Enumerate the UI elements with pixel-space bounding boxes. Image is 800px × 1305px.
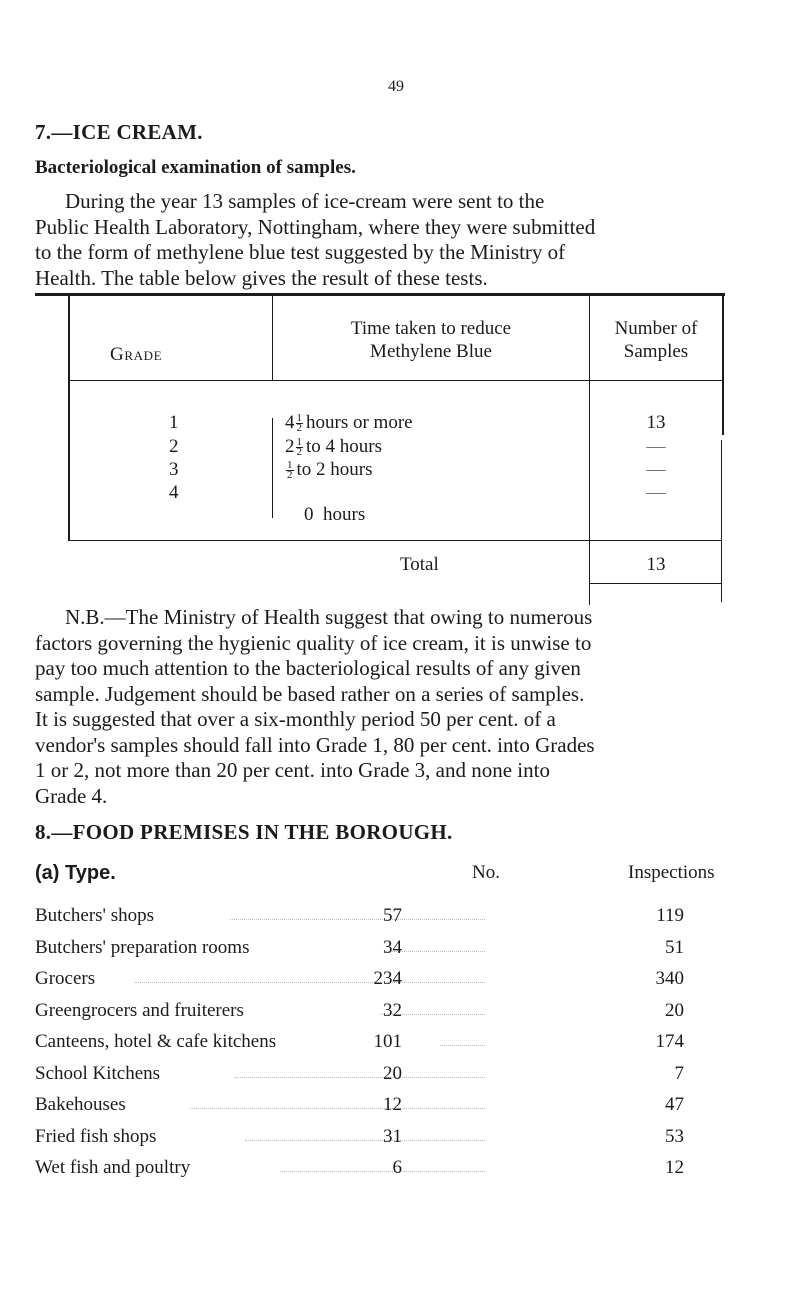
- leader-dots: [280, 1171, 485, 1172]
- fraction-denominator: 2: [287, 469, 293, 482]
- time-whole: 4: [285, 412, 295, 433]
- samples-cell: —: [646, 482, 666, 503]
- note-line: 1 or 2, not more than 20 per cent. into Grade 3, and none into: [35, 758, 550, 782]
- premises-count: 32: [383, 1000, 402, 1021]
- time-header: [273, 317, 589, 363]
- time-cell: [285, 459, 373, 481]
- premises-count: 234: [373, 968, 402, 989]
- leader-dots: [235, 1077, 485, 1078]
- table-row: [35, 1157, 765, 1187]
- table-row: [35, 1063, 765, 1093]
- fraction: [296, 414, 304, 433]
- no-column-header: No.: [472, 862, 500, 883]
- time-rest: to 4 hours: [306, 436, 382, 457]
- note-line: pay too much attention to the bacteriological results of any given: [35, 656, 581, 680]
- fraction-denominator: 2: [296, 446, 302, 459]
- table-row: [35, 937, 765, 967]
- inspections-count: 12: [665, 1157, 684, 1178]
- fraction-numerator: 1: [296, 412, 302, 425]
- fraction-denominator: 2: [296, 422, 302, 435]
- leader-dots: [190, 1108, 485, 1109]
- fraction: [286, 461, 294, 480]
- premises-type: Fried fish shops: [35, 1126, 157, 1147]
- note-line: vendor's samples should fall into Grade 1, 80 per cent. into Grades: [35, 732, 595, 757]
- table-row: [35, 905, 765, 935]
- leader-dots: [135, 982, 485, 983]
- premises-count: 20: [383, 1063, 402, 1084]
- note-line: It is suggested that over a six-monthly period 50 per cent. of a: [35, 707, 556, 731]
- samples-cell: 13: [646, 412, 666, 433]
- inspections-count: 174: [655, 1031, 684, 1052]
- table-left-rule: [68, 295, 70, 540]
- intro-line: Public Health Laboratory, Nottingham, where they were submitted: [35, 214, 596, 239]
- premises-type: School Kitchens: [35, 1063, 161, 1084]
- section-8-heading: 8.—FOOD PREMISES IN THE BOROUGH.: [35, 820, 453, 844]
- samples-header-line: Number of: [614, 318, 698, 339]
- premises-count: 57: [383, 905, 402, 926]
- time-cell: [285, 482, 365, 548]
- fraction-numerator: 1: [287, 459, 293, 472]
- intro-paragraph: [35, 189, 765, 291]
- leader-dots: [440, 1045, 485, 1046]
- premises-count: 12: [383, 1094, 402, 1115]
- samples-cell: —: [646, 459, 666, 480]
- grade-cell: 1: [169, 412, 179, 433]
- note-line: N.B.—The Ministry of Health suggest that owing to numerous: [65, 605, 593, 629]
- table-col-rule: [272, 418, 273, 518]
- intro-line: During the year 13 samples of ice-cream were sent to the: [65, 189, 545, 213]
- note-paragraph: [35, 605, 765, 809]
- leader-dots: [245, 1140, 485, 1141]
- samples-cell: —: [646, 436, 666, 457]
- table-total-rule: [589, 583, 722, 584]
- premises-count: 6: [392, 1157, 402, 1178]
- table-row: [35, 1126, 765, 1156]
- time-header-line: Time taken to reduce: [350, 318, 512, 339]
- table-top-rule: [35, 293, 725, 296]
- grade-cell: 2: [169, 436, 179, 457]
- time-header-line: Methylene Blue: [370, 341, 492, 362]
- type-column-header: (a) Type.: [35, 862, 116, 884]
- grade-cell: 4: [169, 482, 179, 503]
- premises-type: Butchers' preparation rooms: [35, 937, 250, 958]
- samples-header-line: Samples: [623, 341, 689, 362]
- time-whole: 2: [285, 436, 295, 457]
- premises-count: 101: [373, 1031, 402, 1052]
- premises-type: Grocers: [35, 968, 96, 989]
- fraction-numerator: 1: [296, 436, 302, 449]
- inspections-count: 51: [665, 937, 684, 958]
- table-row: [35, 1000, 765, 1030]
- grade-cell: 3: [169, 459, 179, 480]
- samples-header: [590, 317, 722, 363]
- table-row: [35, 1094, 765, 1124]
- inspections-column-header: Inspections: [628, 862, 715, 883]
- intro-line: Health. The table below gives the result of these tests.: [35, 265, 488, 290]
- intro-line: to the form of methylene blue test suggested by the Ministry of: [35, 240, 566, 264]
- premises-type: Bakehouses: [35, 1094, 126, 1115]
- table-row: [35, 968, 765, 998]
- inspections-count: 20: [665, 1000, 684, 1021]
- time-cell: [285, 436, 382, 458]
- premises-count: 34: [383, 937, 402, 958]
- time-cell: [285, 412, 413, 434]
- page-number: 49: [388, 78, 404, 95]
- premises-type: Wet fish and poultry: [35, 1157, 191, 1178]
- section-7-subheading: Bacteriological examination of samples.: [35, 157, 356, 178]
- table-header-rule: [68, 380, 722, 381]
- inspections-count: 47: [665, 1094, 684, 1115]
- note-line: Grade 4.: [35, 783, 108, 808]
- total-value: 13: [646, 554, 666, 575]
- time-rest: to 2 hours: [296, 459, 373, 480]
- note-line: factors governing the hygienic quality of ice cream, it is unwise to: [35, 630, 592, 655]
- inspections-count: 119: [656, 905, 684, 926]
- inspections-count: 7: [674, 1063, 684, 1084]
- time-rest: 0 hours: [304, 504, 366, 525]
- total-label: Total: [400, 554, 439, 575]
- note-line: sample. Judgement should be based rather on a series of samples.: [35, 681, 585, 706]
- grade-header: Grade: [110, 344, 163, 365]
- table-right-rule: [722, 295, 724, 435]
- premises-type: Canteens, hotel & cafe kitchens: [35, 1031, 277, 1052]
- fraction: [296, 438, 304, 457]
- table-body-rule: [68, 540, 722, 541]
- section-7-heading: 7.—ICE CREAM.: [35, 120, 203, 144]
- inspections-count: 53: [665, 1126, 684, 1147]
- leader-dots: [230, 919, 485, 920]
- inspections-count: 340: [655, 968, 684, 989]
- time-rest: hours or more: [306, 412, 413, 433]
- premises-type: Greengrocers and fruiterers: [35, 1000, 244, 1021]
- premises-type: Butchers' shops: [35, 905, 155, 926]
- table-row: [35, 1031, 765, 1061]
- premises-count: 31: [383, 1126, 402, 1147]
